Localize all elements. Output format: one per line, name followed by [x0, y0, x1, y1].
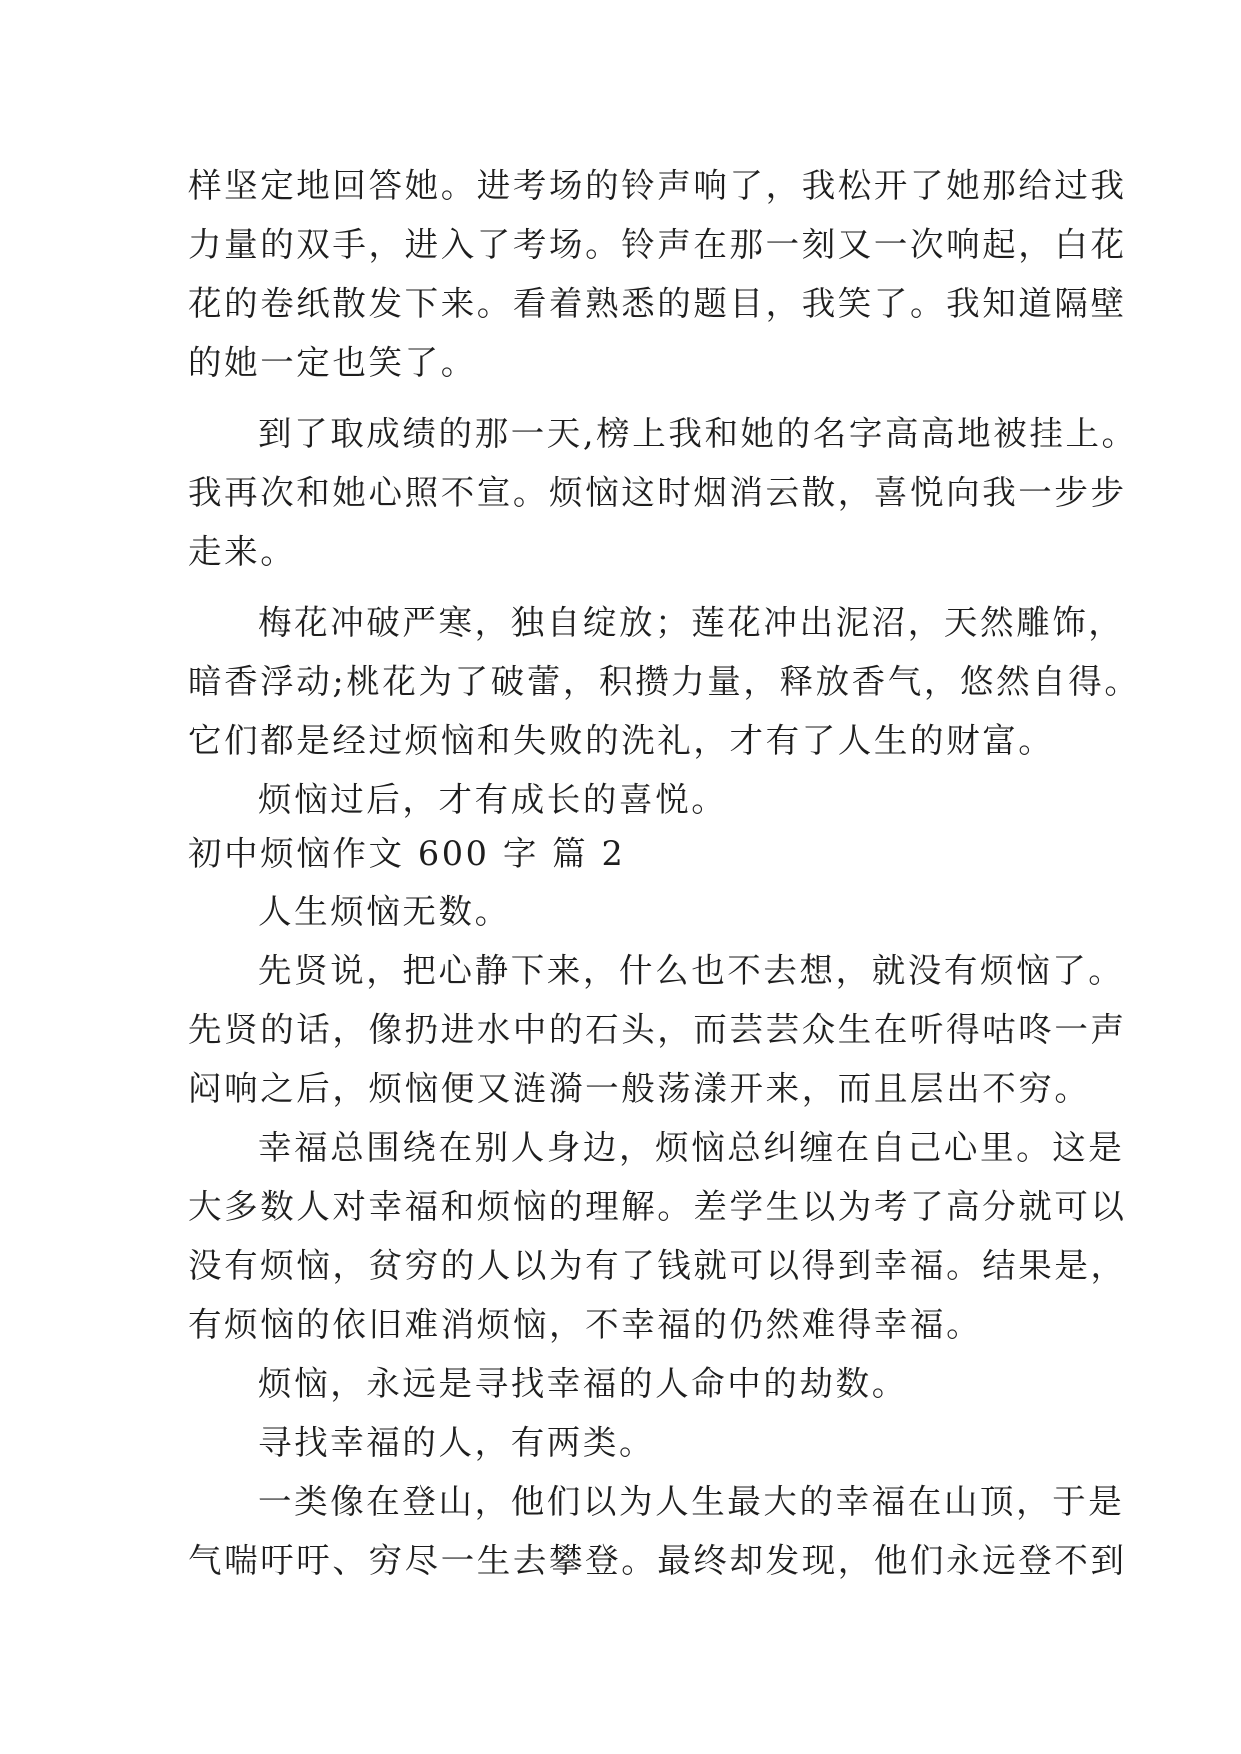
text-line: 花的卷纸散发下来。看着熟悉的题目，我笑了。我知道隔壁	[188, 284, 1127, 323]
paragraph	[188, 1472, 1127, 1590]
text-line: 我再次和她心照不宣。烦恼这时烟消云散，喜悦向我一步步	[188, 473, 1127, 512]
text-line: 没有烦恼，贫穷的人以为有了钱就可以得到幸福。结果是，	[188, 1246, 1127, 1285]
paragraph	[188, 156, 1127, 392]
text-line: 有烦恼的依旧难消烦恼，不幸福的仍然难得幸福。	[188, 1305, 983, 1344]
paragraph-gap	[188, 581, 1068, 593]
text-line: 大多数人对幸福和烦恼的理解。差学生以为考了高分就可以	[188, 1187, 1127, 1226]
text-line: 先贤说，把心静下来，什么也不去想，就没有烦恼了。	[258, 951, 1125, 990]
text-line: 到了取成绩的那一天,榜上我和她的名字高高地被挂上。	[258, 414, 1138, 453]
text-line: 先贤的话，像扔进水中的石头，而芸芸众生在听得咕咚一声	[188, 1010, 1127, 1049]
paragraph	[188, 882, 1068, 941]
text-line: 暗香浮动;桃花为了破蕾，积攒力量，释放香气，悠然自得。	[188, 662, 1141, 701]
paragraph-gap	[188, 392, 1068, 404]
document-body	[188, 156, 1141, 1590]
paragraph	[188, 941, 1127, 1118]
paragraph	[188, 1413, 1068, 1472]
paragraph	[188, 593, 1141, 770]
text-line: 梅花冲破严寒，独自绽放；莲花冲出泥沼，天然雕饰，	[258, 603, 1125, 642]
paragraph	[188, 1354, 1068, 1413]
text-line: 它们都是经过烦恼和失败的洗礼，才有了人生的财富。	[188, 721, 1055, 760]
text-line: 样坚定地回答她。进考场的铃声响了，我松开了她那给过我	[188, 166, 1127, 205]
text-line: 力量的双手，进入了考场。铃声在那一刻又一次响起，白花	[188, 225, 1127, 264]
text-line: 寻找幸福的人，有两类。	[258, 1423, 656, 1462]
text-line: 走来。	[188, 532, 297, 571]
text-line: 一类像在登山，他们以为人生最大的幸福在山顶，于是	[258, 1482, 1125, 1521]
text-line: 幸福总围绕在别人身边，烦恼总纠缠在自己心里。这是	[258, 1128, 1125, 1167]
text-line: 闷响之后，烦恼便又涟漪一般荡漾开来，而且层出不穷。	[188, 1069, 1091, 1108]
paragraph	[188, 1118, 1127, 1354]
text-line: 人生烦恼无数。	[258, 892, 511, 931]
text-line: 的她一定也笑了。	[188, 343, 477, 382]
paragraph	[188, 770, 1068, 829]
text-line: 气喘吁吁、穷尽一生去攀登。最终却发现，他们永远登不到	[188, 1541, 1127, 1580]
paragraph	[188, 404, 1138, 581]
text-line: 烦恼，永远是寻找幸福的人命中的劫数。	[258, 1364, 908, 1403]
section-heading: 初中烦恼作文 600 字 篇 2	[188, 834, 626, 873]
text-line: 烦恼过后，才有成长的喜悦。	[258, 780, 728, 819]
